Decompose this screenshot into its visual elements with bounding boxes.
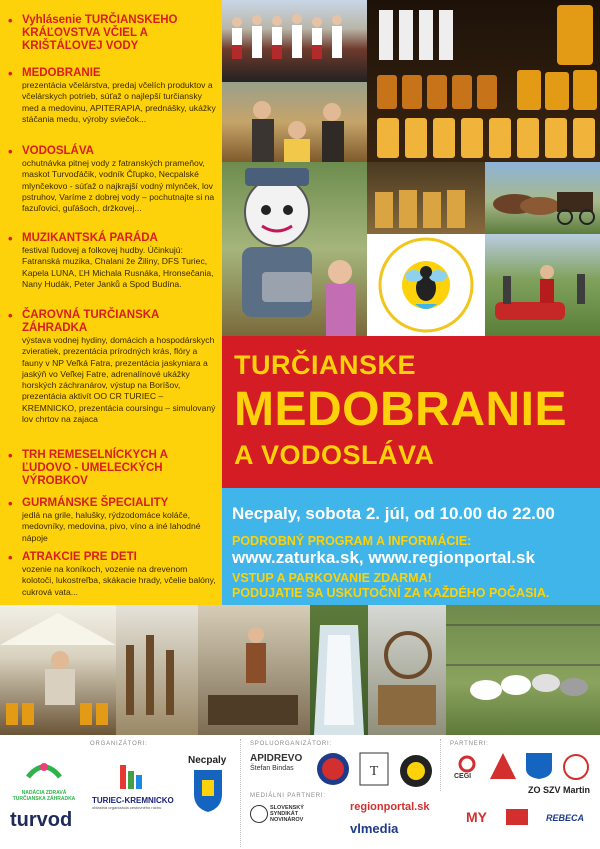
festival-emblem: [367, 234, 485, 336]
event-heading: Vyhlásenie TURČIANSKEHO KRÁĽOVSTVA VČIEL A KRIŠTÁĽOVEJ VODY: [22, 14, 178, 52]
event-item-kingdom: [8, 14, 220, 53]
event-description: výstava vodnej hydiny, domácich a hospodárskych zvieratiek, prezentácia prírodných krás, flóry a fauny v NP Veľká Fatra, prezentácia jaskyniara a jaskýň vo Veľkej Fatre, adrenalínové ukážky horských záchranárov, výstup na Boríšov, prezentácia aktivít OO CR TURIEC – KREMNICKO, prezentácia coursingu – simulovaný lov chrtov na zajaca: [22, 335, 216, 425]
title-banner: [222, 336, 600, 488]
tv-logo-icon: [506, 809, 528, 825]
lucky-logo: [560, 753, 592, 786]
nadacia-name: NADÁCIA ZDRAVÁ TURČIANSKA ZÁHRADKA: [12, 790, 76, 802]
event-item-atrakcie: [8, 551, 220, 598]
coorganizers-label: SPOLUORGANIZÁTORI:: [250, 741, 332, 747]
divider: [440, 739, 441, 791]
rebeca-logo: REBECA: [546, 813, 585, 823]
club-logo: [524, 751, 554, 784]
turiec-logo: [92, 761, 176, 811]
bullet-icon: •: [8, 550, 13, 565]
bullet-icon: •: [8, 448, 13, 463]
event-item-muzikantska: [8, 232, 220, 290]
program-label: PODROBNÝ PROGRAM A INFORMÁCIE:: [232, 534, 472, 548]
title-line-1: TURČIANSKE: [234, 350, 417, 380]
bullet-icon: •: [8, 66, 13, 81]
bullet-icon: •: [8, 308, 13, 323]
media-label: MEDIÁLNI PARTNERI:: [250, 793, 326, 799]
regionportal-logo: regionportal.sk: [350, 801, 430, 813]
turvod-logo: turvod: [10, 809, 73, 831]
event-heading: GURMÁNSKE ŠPECIALITY: [22, 497, 169, 509]
info-banner: [222, 488, 600, 605]
necpaly-name: Necpaly: [188, 755, 227, 766]
mascot-photo: [222, 162, 367, 336]
event-item-medobranie: [8, 67, 220, 125]
website-links[interactable]: www.zaturka.sk, www.regionportal.sk: [232, 548, 535, 567]
bullet-icon: •: [8, 13, 13, 28]
zo-szv-name: ZO SZV Martin: [528, 785, 591, 795]
event-heading: VODOSLÁVA: [22, 145, 94, 157]
honey-jars-photo: [367, 0, 600, 162]
cegi-name: CEGI: [454, 773, 472, 780]
apidrevo-name: APIDREVO: [250, 753, 303, 764]
event-description: prezentácia včelárstva, predaj včelích produktov a včelárskych potrieb, súťaž o najlepší turčiansky med a medovinu, APITERAPIA, prednášky, ukážky stáčania medu, výroby sviečok...: [22, 80, 216, 124]
bullet-icon: •: [8, 144, 13, 159]
crafts-photo: [116, 605, 198, 735]
event-heading: MUZIKANTSKÁ PARÁDA: [22, 232, 158, 244]
market-stand-photo: [367, 162, 485, 234]
event-heading: MEDOBRANIE: [22, 67, 101, 79]
title-line-2: MEDOBRANIE: [234, 383, 568, 436]
event-item-trh: [8, 449, 220, 488]
bullet-icon: •: [8, 231, 13, 246]
svg-text:T: T: [369, 764, 379, 779]
sponsors-area: [0, 735, 600, 849]
event-heading: ČAROVNÁ TURČIANSKA ZÁHRADKA: [22, 309, 159, 334]
free-entry-note: VSTUP A PARKOVANIE ZDARMA!: [232, 571, 432, 585]
event-description: festival ľudovej a folkovej hudby. Účinkujú: Fatranská muzika, Chalani že Žiliny, DFS Turiec, Kapela LUNA, ĽH Michala Rusnáka, Hronseĉania, Nany Hudák, Peter Janků a Spod Budína.: [22, 245, 214, 289]
weather-note: PODUJATIE SA USKUTOČNÍ ZA KAŽDÉHO POČASIA.: [232, 586, 550, 600]
turiec-name: TURIEC-KREMNICKO: [92, 796, 174, 805]
event-item-zahradka: [8, 309, 220, 425]
event-description: jedlá na grile, halušky, rýdzodomáce koláče, medovníky, medovina, pivo, víno a iné lahodné nápoje: [22, 510, 201, 543]
organizers-label: ORGANIZÁTORI:: [90, 741, 148, 747]
divider: [240, 739, 241, 847]
horse-carriage-photo: [485, 162, 600, 234]
my-logo: MY: [466, 809, 487, 825]
apidrevo-owner: Štefan Bindas: [250, 765, 294, 772]
tradicie-logo: [358, 751, 390, 792]
nadacia-logo: [8, 755, 80, 802]
water-mill-photo: [368, 605, 446, 735]
bee-costume-photo: [222, 82, 367, 162]
event-date: Necpaly, sobota 2. júl, od 10.00 do 22.00: [232, 504, 555, 523]
rescue-demo-photo: [485, 234, 600, 336]
poultry-photo: [446, 605, 600, 735]
necpaly-crest-icon: [192, 768, 224, 812]
event-item-vodoslava: [8, 145, 220, 214]
honey-seller-photo: [0, 605, 116, 735]
syndikat-name: SLOVENSKÝ SYNDIKÁT NOVINÁROV: [270, 805, 304, 823]
workshop-photo: [198, 605, 310, 735]
mountain-rescue-logo: [315, 751, 351, 792]
waterfall-photo: [310, 605, 368, 735]
velka-fatra-logo: [488, 751, 518, 786]
vlmedia-logo: vlmedia: [350, 821, 399, 836]
event-heading: ATRAKCIE PRE DETI: [22, 551, 137, 563]
program-column: [0, 0, 222, 605]
syndicate-icon: [250, 805, 268, 823]
event-item-gurmanske: [8, 497, 220, 544]
title-line-3: A VODOSLÁVA: [234, 440, 435, 470]
event-description: vozenie na koníkoch, vozenie na drevenom kolotoči, lukostreľba, skákacie hrady, včelie balóny, cukrová vata...: [22, 564, 216, 597]
event-heading: TRH REMESELNÍCKYCH A ĽUDOVO - UMELECKÝCH VÝROBKOV: [22, 449, 168, 487]
partners-label: PARTNERI:: [450, 741, 489, 747]
folk-dancers-photo: [222, 0, 367, 82]
event-description: ochutnávka pitnej vody z fatranských prameňov, maskot Turvoďáčik, vodník Čľupko, Necpalské mlynčekovo - súťaž o najkrajší vodný mlynček, lov pstruhov, Varíme z dobrej vody – pochutnajte si na fazuľovici, guľášoch, držkovej...: [22, 158, 215, 214]
emblem-text: [367, 234, 368, 235]
turiec-club-logo: [398, 753, 434, 794]
bullet-icon: •: [8, 496, 13, 511]
turiec-tagline: oblastná organizácia cestovného ruchu: [92, 805, 162, 810]
